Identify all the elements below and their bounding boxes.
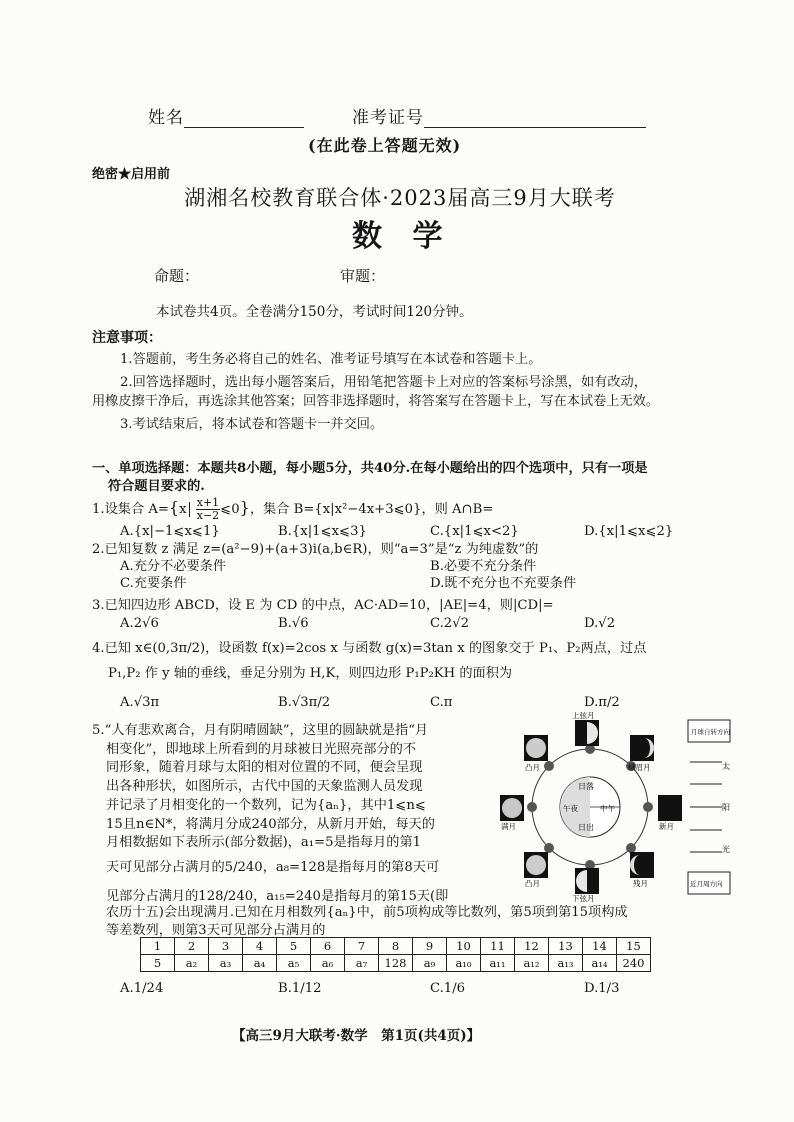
name-blank [184,109,304,128]
section1-line2: 符合题目要求的. [108,479,205,494]
table-cell-a: 240 [617,955,651,972]
q4-stem-1: 4.已知 x∈(0,3π/2)，设函数 f(x)=2cos x 与函数 g(x)=3tan x 的图象交于 P₁、P₂两点，过点 [92,641,647,656]
table-cell-n: 5 [277,938,311,955]
br-phase-label: 残月 [633,879,648,888]
intro-text: 本试卷共4页。全卷满分150分，考试时间120分钟。 [156,304,473,320]
q5-opt-c: C.1/6 [430,981,466,996]
table-cell-a: a₂ [175,955,209,972]
q4-opt-b: B.√3π/2 [278,695,331,710]
name-field [148,103,304,128]
table-cell-a: a₁₀ [447,955,481,972]
q3-opt-d: D.√2 [584,616,616,631]
q4-opt-a: A.√3π [120,695,160,710]
note-item-2: 2.回答选择题时，选出每小题答案后，用铅笔把答题卡上对应的答案标号涂黑，如有改动， [120,375,647,390]
q4-opt-c: C.π [430,695,453,710]
left-phase-label: 满月 [501,822,516,831]
q4-stem-2: P₁,P₂ 作 y 轴的垂线，垂足分别为 H,K，则四边形 P₁P₂KH 的面积为 [108,666,513,681]
table-cell-n: 8 [379,938,413,955]
table-cell-a: a₉ [413,955,447,972]
moon-phase-table [140,937,651,972]
sunrise-label: 日出 [578,823,594,832]
table-row-n [141,938,651,955]
top-phase-label: 上弦月 [572,712,595,720]
table-cell-n: 13 [549,938,583,955]
q1-stem-a: 1.设集合 A= [92,502,169,517]
midnight-label: 午夜 [563,804,578,813]
q5-line: 5.“人有悲欢离合，月有阴晴圆缺”，这里的圆缺就是指“月 [92,723,429,738]
moon-phase-figure [500,712,732,902]
table-cell-n: 2 [175,938,209,955]
id-field [352,103,646,128]
q3-opt-a: A.2√6 [120,616,159,631]
q5-line: 相变化”，即地球上所看到的月球被日光照亮部分的不 [106,741,417,757]
table-cell-a: a₄ [243,955,277,972]
note-item-3: 3.考试结束后，将本试卷和答题卡一并交回。 [120,417,384,432]
id-label: 准考证号 [352,108,424,128]
page-footer: 【高三9月大联考·数学 第1页(共4页)】 [232,1028,481,1044]
sunset-label: 日落 [578,782,594,791]
table-cell-n: 6 [311,938,345,955]
q2-opt-d: D.既不充分也不充要条件 [430,576,577,591]
q3-opt-b: B.√6 [278,616,309,631]
table-cell-a: a₁₂ [515,955,549,972]
table-cell-n: 4 [243,938,277,955]
table-cell-a: a₆ [311,955,345,972]
orbit-moon-icon [643,802,653,812]
table-cell-n: 10 [447,938,481,955]
q5-line: 出各种形状，如图所示，古代中国的天象监测人员发现 [106,779,423,795]
q2-opt-a: A.充分不必要条件 [120,559,227,574]
noon-label: 中午 [600,804,615,813]
table-cell-a: a₅ [277,955,311,972]
exam-title: 湖湘名校教育联合体·2023届高三9月大联考 [184,186,616,210]
orbit-moon-icon [544,761,554,771]
orbit-moon-icon [626,843,636,853]
q5-line: 见部分占满月的128/240，a₁₅=240是指每月的第15天(即 [106,888,449,904]
table-cell-n: 9 [413,938,447,955]
sun-char-2: 阳 [722,803,730,812]
q5-line-10: 农历十五)会出现满月.已知在月相数列{aₙ}中，前5项构成等比数列，第5项到第15项构成 [106,905,628,920]
right-phase-label: 新月 [659,822,674,831]
q5-line-11: 等差数列，则第3天可见部分占满月的 [106,923,326,938]
table-cell-a: a₃ [209,955,243,972]
table-cell-n: 15 [617,938,651,955]
table-cell-a: 128 [379,955,413,972]
table-cell-a: a₇ [345,955,379,972]
note-item-1: 1.答题前，考生务必将自己的姓名、准考证号填写在本试卷和答题卡上。 [120,352,542,367]
q5-line: 月相数据如下表所示(部分数据)，a₁=5是指每月的第1 [106,835,422,851]
orbit-moon-icon [527,802,537,812]
q1-opt-c: C.{x|1⩽x<2} [430,524,519,539]
secret-mark: 绝密★启用前 [92,167,171,182]
name-label: 姓名 [148,108,184,128]
table-row-a [141,955,651,972]
orbit-direction-label: 近月周方向 [690,880,723,888]
table-cell-a: a₁₃ [549,955,583,972]
table-cell-n: 3 [209,938,243,955]
author-label: 命题： [154,267,200,285]
id-blank [424,109,646,128]
q2-opt-b: B.必要不充分条件 [430,559,537,574]
bottom-phase-label: 下弦月 [572,894,595,902]
q5-line: 15且n∈N*，将满月分成240部分，从新月开始，每天的 [106,816,435,832]
q5-line: 天可见部分占满月的5/240，a₈=128是指每月的第8天可 [106,860,440,876]
tl-phase-label: 凸月 [525,763,540,772]
q5-line: 同形象，随着月球与太阳的相对位置的不同，便会呈现 [106,760,423,776]
invalid-note: (在此卷上答题无效) [308,136,462,155]
q5-opt-a: A.1/24 [120,981,164,996]
table-cell-n: 14 [583,938,617,955]
table-cell-n: 1 [141,938,175,955]
rotation-direction-label: 月球自转方向 [691,728,730,736]
orbit-moon-icon [544,843,554,853]
tr-phase-label: 蛾眉月 [628,763,651,772]
q5-text [92,722,502,907]
reviewer-label: 审题： [340,267,386,285]
q1-stem-b: ，集合 B={x|x²−4x+3⩽0}，则 A∩B= [249,502,494,517]
sun-char-1: 太 [722,762,730,771]
q1-opt-b: B.{x|1⩽x⩽3} [278,524,367,539]
table-cell-n: 12 [515,938,549,955]
q5-opt-d: D.1/3 [584,981,620,996]
table-cell-a: a₁₄ [583,955,617,972]
new-moon-icon [658,795,682,821]
table-cell-a: 5 [141,955,175,972]
notes-heading: 注意事项： [92,330,162,346]
q2-stem: 2.已知复数 z 满足 z=(a²−9)+(a+3)i(a,b∈R)，则“a=3”是“z 为纯虚数”的 [92,542,539,557]
note-item-2b: 用橡皮擦干净后，再选涂其他答案；回答非选择题时，将答案写在答题卡上，写在本试卷上无效。 [92,394,660,409]
sun-char-3: 光 [722,845,730,854]
q1-opt-d: D.{x|1⩽x⩽2} [584,524,674,539]
subject-title: 数 学 [352,219,453,254]
bl-phase-label: 凸月 [525,879,540,888]
q5-opt-b: B.1/12 [278,981,322,996]
section1-line1: 一、单项选择题：本题共8小题，每小题5分，共40分.在每小题给出的四个选项中，只有一项是 [92,461,648,476]
table-cell-n: 11 [481,938,515,955]
q3-stem: 3.已知四边形 ABCD，设 E 为 CD 的中点，AC·AD=10，|AE|=4，则|CD|= [92,598,554,613]
q2-opt-c: C.充要条件 [120,576,187,591]
q5-line: 并记录了月相变化的一个数列，记为{aₙ}，其中1⩽n⩽ [106,797,426,813]
table-cell-n: 7 [345,938,379,955]
q1-opt-a: A.{x|−1⩽x⩽1} [120,524,220,539]
q1-stem: 1.设集合 A={x $\frac{x+1}{x-2}$ ⩽0}，集合 B={x|x²−4x+3⩽0}，则 A∩B= [92,496,494,522]
q3-opt-c: C.2√2 [430,616,469,631]
q4-opt-d: D.π/2 [584,695,620,710]
table-cell-a: a₁₁ [481,955,515,972]
